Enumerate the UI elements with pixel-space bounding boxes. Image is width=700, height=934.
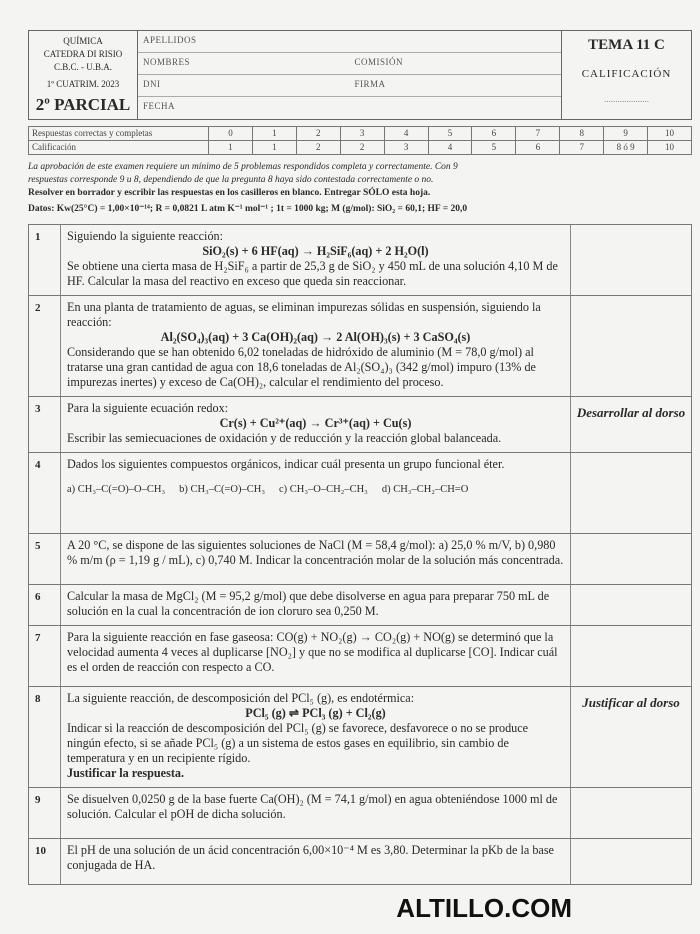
compound-option: d) CH₃–CH₂–CH=O (381, 484, 469, 495)
question-text (61, 788, 571, 838)
question-text (61, 626, 571, 686)
grading-correct-cell: 7 (516, 127, 560, 141)
question-number: 1 (29, 225, 61, 295)
question-number: 9 (29, 788, 61, 838)
grading-correct-cell: 5 (429, 127, 473, 141)
course-box (28, 30, 138, 120)
grading-table (28, 126, 692, 155)
grading-correct-cell: 8 (560, 127, 604, 141)
instructions-line2: respuestas corresponde 9 u 8, dependiendo de que la pregunta 8 haya sido contestada correctamente o no. (28, 175, 434, 185)
field-fecha[interactable]: FECHA (143, 101, 176, 111)
compound-option: c) CH₃–O–CH₂–CH₃ (278, 484, 368, 495)
question-number: 8 (29, 687, 61, 787)
question-row (29, 788, 691, 839)
question-text (61, 296, 571, 396)
grading-grade-cell: 7 (560, 141, 604, 155)
grading-grade-cell: 8 ó 9 (604, 141, 648, 155)
grading-grade-cell: 1 (209, 141, 253, 155)
answer-box[interactable] (571, 296, 691, 396)
question-number: 5 (29, 534, 61, 584)
watermark: ALTILLO.COM (396, 893, 572, 923)
field-dni[interactable]: DNI (138, 75, 350, 97)
question-body: Indicar si la reacción de descomposición del PCl₅ (g) se favorece, desfavorece o no se produce ningún efecto, si se añade PCl₅ (g) a un sistema de estos gases en equilibrio, sin cambio de temperatura y en un recipiente rígido. (67, 721, 529, 765)
question-intro: Se disuelven 0,0250 g de la base fuerte Ca(OH)₂ (M = 74,1 g/mol) en agua obteniéndose 1000 ml de solución. Calcular el pOH de dicha solución. (67, 792, 558, 821)
grading-grade-cell: 2 (297, 141, 341, 155)
question-row (29, 534, 691, 585)
instructions-line3: Resolver en borrador y escribir las respuestas en los casilleros en blanco. Entregar SÓLO esta hoja. (28, 188, 431, 198)
grading-correct-cell: 2 (297, 127, 341, 141)
institution: C.B.C. - U.B.A. (53, 62, 112, 72)
question-text (61, 687, 571, 787)
chemical-equation: PCl₅ (g) ⇌ PCl₃ (g) + Cl₂(g) (245, 706, 386, 720)
side-note-desarrollar: Desarrollar al dorso (576, 405, 686, 420)
compound-option: b) CH₃–C(=O)–CH₃ (179, 484, 265, 495)
answer-box[interactable] (571, 534, 691, 584)
question-row (29, 397, 691, 453)
student-fields (138, 30, 562, 120)
grading-grade-cell: 4 (429, 141, 473, 155)
tema-box (562, 30, 692, 120)
grading-row-label-correct: Respuestas correctas y completas (29, 127, 209, 141)
data-line: Datos: Kw(25°C) = 1,00×10⁻¹⁴; R = 0,0821 L atm K⁻¹ mol⁻¹ ; 1t = 1000 kg; M (g/mol): SiO₂ = 60,1; HF = 20,0 (28, 204, 468, 214)
answer-box[interactable] (571, 839, 691, 884)
question-row (29, 296, 691, 397)
question-number: 10 (29, 839, 61, 884)
field-comision[interactable]: COMISIÓN (350, 53, 562, 75)
chemical-equation: Cr(s) + Cu²⁺(aq) → Cr³⁺(aq) + Cu(s) (219, 416, 412, 430)
compound-option: a) CH₃–C(=O)–O–CH₃ (67, 484, 166, 495)
grading-grade-cell: 10 (648, 141, 692, 155)
grading-correct-cell: 0 (209, 127, 253, 141)
field-firma[interactable]: FIRMA (350, 75, 562, 97)
question-intro: Siguiendo la siguiente reacción: (67, 229, 224, 243)
question-row (29, 225, 691, 296)
question-body: Se obtiene una cierta masa de H₂SiF₆ a partir de 25,3 g de SiO₂ y 450 mL de una solución 4,10 M de HF. Calcular la masa del reactivo en exceso que queda sin reaccionar. (67, 259, 558, 288)
question-row (29, 453, 691, 534)
field-apellidos[interactable]: APELLIDOS (138, 31, 561, 53)
question-number: 7 (29, 626, 61, 686)
answer-box[interactable] (571, 788, 691, 838)
question-text (61, 585, 571, 625)
answer-box[interactable] (571, 585, 691, 625)
grading-row-label-grade: Calificación (29, 141, 209, 155)
question-intro: La siguiente reacción, de descomposición del PCl₅ (g), es endotérmica: (67, 691, 415, 705)
chemical-equation: SiO₂(s) + 6 HF(aq) → H₂SiF₆(aq) + 2 H₂O(l) (202, 244, 429, 258)
field-nombres[interactable]: NOMBRES (138, 53, 350, 75)
question-intro: En una planta de tratamiento de aguas, se eliminan impurezas sólidas en suspensión, siguiendo la reacción: (67, 300, 541, 329)
answer-box[interactable] (571, 626, 691, 686)
grading-correct-cell: 10 (648, 127, 692, 141)
grading-correct-cell: 6 (472, 127, 516, 141)
question-body: Escribir las semiecuaciones de oxidación y de reducción y la reacción global balanceada. (67, 431, 502, 445)
question-row (29, 626, 691, 687)
catedra: CATEDRA DI RISIO (43, 49, 123, 59)
question-emphasis: Justificar la respuesta. (67, 766, 185, 780)
questions-table (28, 224, 692, 885)
question-number: 6 (29, 585, 61, 625)
grading-grade-cell: 3 (385, 141, 429, 155)
question-intro: A 20 °C, se dispone de las siguientes soluciones de NaCl (M = 58,4 g/mol): a) 25,0 % m/V, b) 0,980 % m/m (ρ = 1,19 g / mL), c) 0,740 M. Indicar la concentración molar de la solución más concentrada. (67, 538, 564, 567)
grading-correct-cell: 3 (341, 127, 385, 141)
question-row (29, 585, 691, 626)
exam-header (28, 30, 692, 120)
tema: TEMA 11 C (588, 37, 665, 53)
grading-grade-cell: 6 (516, 141, 560, 155)
question-number: 4 (29, 453, 61, 533)
question-number: 2 (29, 296, 61, 396)
question-row (29, 839, 691, 885)
question-body: Considerando que se han obtenido 6,02 toneladas de hidróxido de aluminio (M = 78,0 g/mol) al tratarse una gran cantidad de agua con 18,6 toneladas de Al₂(SO₄)₃ (342 g/mol) impuro (13% de impurezas inertes) y exceso de Ca(OH)₂, calcular el rendimiento del proceso. (67, 345, 536, 389)
answer-box[interactable] (571, 397, 691, 452)
instructions-line1: La aprobación de este examen requiere un mínimo de 5 problemas respondidos completa y correctamente. Con 9 (28, 162, 458, 172)
calificacion-field[interactable]: .................... (604, 94, 649, 104)
exam-title: 2º PARCIAL (35, 95, 131, 114)
answer-box[interactable] (571, 687, 691, 787)
question-text (61, 534, 571, 584)
question-intro: El pH de una solución de un ácid concentración 6,00×10⁻⁴ M es 3,80. Determinar la pKb de la base conjugada de HA. (67, 843, 554, 872)
question-row (29, 687, 691, 788)
subject: QUÍMICA (63, 36, 103, 46)
grading-grade-cell: 1 (253, 141, 297, 155)
grading-grade-cell: 5 (472, 141, 516, 155)
question-text (61, 839, 571, 884)
question-text (61, 225, 571, 295)
chemical-equation: Al₂(SO₄)₃(aq) + 3 Ca(OH)₂(aq) → 2 Al(OH)₃(s) + 3 CaSO₄(s) (160, 330, 471, 344)
question-number: 3 (29, 397, 61, 452)
question-intro: Calcular la masa de MgCl₂ (M = 95,2 g/mol) que debe disolverse en agua para preparar 750 mL de solución en la cual la concentración de ion cloruro sea 0,250 M. (67, 589, 550, 618)
side-note-justificar: Justificar al dorso (582, 695, 680, 710)
answer-box[interactable] (571, 225, 691, 295)
term: 1º CUATRIM. 2023 (46, 79, 120, 89)
calificacion-label: CALIFICACIÓN (581, 68, 672, 80)
question-intro: Para la siguiente reacción en fase gaseosa: CO(g) + NO₂(g) → CO₂(g) + NO(g) se determinó que la velocidad aumenta 4 veces al duplicarse [NO₂] y que no se modifica al duplicarse [CO]. Indicar cuál es el orden de reacción con respecto a CO. (67, 630, 558, 674)
grading-correct-cell: 4 (385, 127, 429, 141)
question-text (61, 453, 571, 533)
grading-correct-cell: 1 (253, 127, 297, 141)
grading-correct-cell: 9 (604, 127, 648, 141)
question-intro: Dados los siguientes compuestos orgánicos, indicar cuál presenta un grupo funcional éter. (67, 457, 505, 471)
question-text (61, 397, 571, 452)
grading-grade-cell: 2 (341, 141, 385, 155)
instructions (28, 161, 692, 216)
answer-box[interactable] (571, 453, 691, 533)
question-intro: Para la siguiente ecuación redox: (67, 401, 229, 415)
